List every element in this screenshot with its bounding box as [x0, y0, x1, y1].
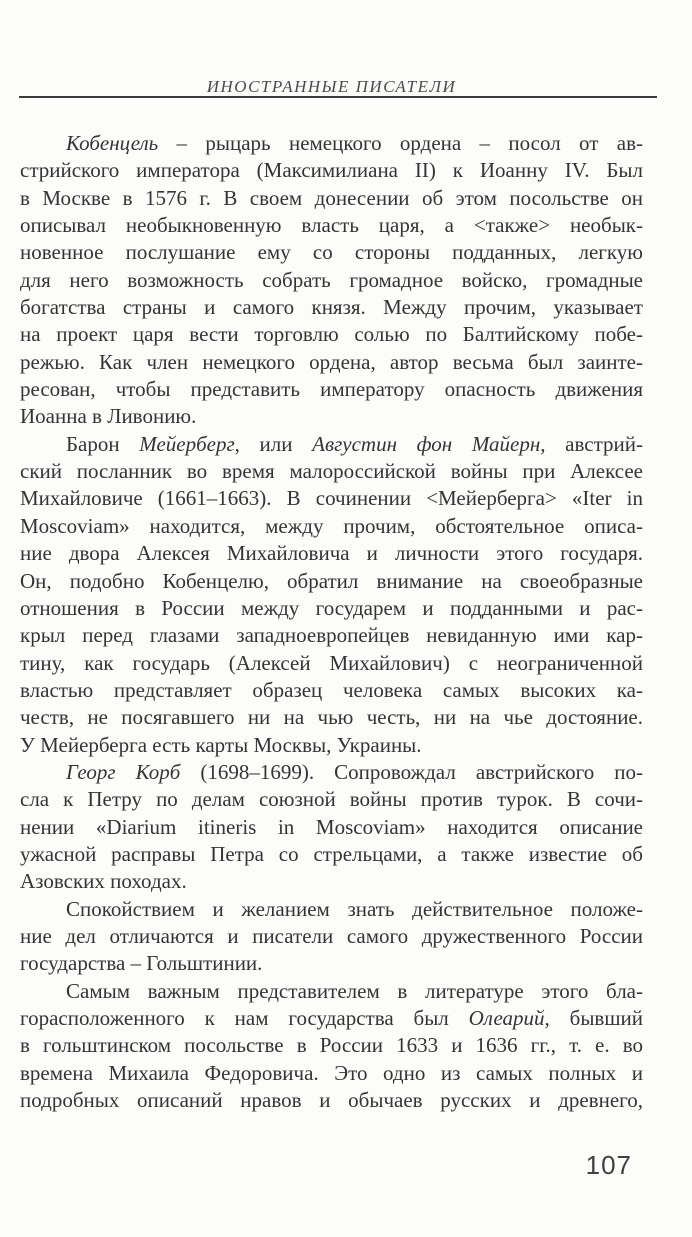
- text-line: [20, 978, 643, 1005]
- text-segment: ский посланник во время малороссийской войны при Алексее: [20, 459, 643, 484]
- text-line: [20, 185, 643, 212]
- text-line: [20, 622, 643, 649]
- text-segment: сла к Петру по делам союзной войны против турок. В сочи-: [20, 787, 643, 812]
- text-segment: подробных описаний нравов и обычаев русских и древнего,: [20, 1088, 643, 1113]
- text-segment: новенное послушание ему со стороны подданных, легкую: [20, 240, 643, 265]
- text-line: [20, 732, 643, 759]
- text-segment: – рыцарь немецкого ордена – посол от ав-: [158, 131, 643, 155]
- text-line: [20, 923, 643, 950]
- text-line: [20, 868, 643, 895]
- text-line: [20, 841, 643, 868]
- text-segment: Азовских походах.: [20, 869, 187, 894]
- text-line: [20, 1087, 643, 1114]
- text-segment: нении «Diarium itineris in Moscoviam» находится описание: [20, 814, 643, 839]
- text-line: [20, 239, 643, 266]
- text-segment: Спокойствием и желанием знать действительное положе-: [66, 896, 643, 921]
- text-segment: (1698–1699). Сопровождал австрийского по-: [180, 759, 643, 784]
- text-segment: , бывший: [544, 1006, 643, 1030]
- text-line: [20, 212, 643, 239]
- text-segment: в Москве в 1576 г. В своем донесении об этом посольстве он: [20, 185, 643, 210]
- text-line: [20, 157, 643, 184]
- text-line: [20, 349, 643, 376]
- text-segment: времена Михаила Федоровича. Это одно из самых полных и: [20, 1060, 643, 1085]
- text-segment: Moscoviam» находится, между прочим, обстоятельное описа-: [20, 513, 643, 538]
- text-segment: ужасной расправы Петра со стрельцами, а также известие об: [20, 841, 643, 866]
- text-line: [20, 403, 643, 430]
- text-segment: на проект царя вести торговлю солью по Балтийскому побе-: [20, 322, 643, 347]
- text-segment: крыл перед глазами западноевропейцев невиданную ими кар-: [20, 623, 643, 648]
- italic-text-segment: Кобенцель: [66, 131, 159, 155]
- text-segment: режью. Как член немецкого ордена, автор весьма был заинте-: [20, 349, 643, 374]
- header-rule-divider: [19, 96, 657, 98]
- text-segment: , или: [234, 431, 313, 456]
- text-segment: Михайловиче (1661–1663). В сочинении <Мейерберга> «Iter in: [20, 486, 643, 511]
- text-line: [20, 814, 643, 841]
- text-segment: ние двора Алексея Михайловича и личности этого государя.: [20, 541, 643, 566]
- text-segment: честв, не посягавшего ни на чью честь, ни на чье достояние.: [20, 705, 643, 730]
- text-segment: богатства страны и самого князя. Между прочим, указывает: [20, 295, 643, 320]
- text-segment: для него возможность собрать громадное войско, громадные: [20, 267, 643, 292]
- text-line: [20, 896, 643, 923]
- text-line: [20, 950, 643, 977]
- text-segment: горасположенного к нам государства был: [20, 1006, 469, 1030]
- text-segment: , австрий-: [540, 431, 643, 456]
- text-segment: У Мейерберга есть карты Москвы, Украины.: [20, 732, 422, 757]
- text-line: [20, 485, 643, 512]
- text-line: [20, 376, 643, 403]
- text-line: [20, 458, 643, 485]
- text-line: [20, 321, 643, 348]
- text-line: [20, 759, 643, 786]
- text-line: [20, 1005, 643, 1032]
- text-line: [20, 1032, 643, 1059]
- text-segment: Он, подобно Кобенцелю, обратил внимание на своеобразные: [20, 568, 643, 593]
- text-segment: государства – Гольштинии.: [20, 951, 263, 976]
- text-segment: Барон: [66, 431, 140, 456]
- running-head-title: ИНОСТРАННЫЕ ПИСАТЕЛИ: [206, 77, 457, 96]
- text-segment: властью представляет образец человека самых высоких ка-: [20, 677, 643, 702]
- text-line: [20, 540, 643, 567]
- italic-text-segment: Августин фон Майерн: [312, 431, 541, 456]
- text-line: [20, 704, 643, 731]
- text-line: [20, 431, 643, 458]
- text-segment: описывал необыкновенную власть царя, а <также> необык-: [20, 213, 643, 238]
- text-segment: Иоанна в Ливонию.: [20, 404, 197, 429]
- text-segment: ресован, чтобы представить императору опасность движения: [20, 377, 643, 402]
- text-line: [20, 568, 643, 595]
- text-segment: отношения в России между государем и подданными и рас-: [20, 595, 643, 620]
- text-segment: Самым важным представителем в литературе этого бла-: [66, 978, 643, 1003]
- body-text: [20, 130, 643, 1114]
- text-line: [20, 267, 643, 294]
- text-segment: ние дел отличаются и писатели самого дружественного России: [20, 923, 643, 948]
- italic-text-segment: Олеарий: [468, 1006, 545, 1030]
- text-segment: в гольштинском посольстве в России 1633 и 1636 гг., т. е. во: [20, 1033, 643, 1058]
- italic-text-segment: Мейерберг: [139, 431, 235, 456]
- page-number: 107: [585, 1150, 632, 1180]
- text-line: [20, 595, 643, 622]
- text-line: [20, 786, 643, 813]
- text-line: [20, 650, 643, 677]
- text-segment: тину, как государь (Алексей Михайлович) с неограниченной: [20, 650, 643, 675]
- italic-text-segment: Георг Корб: [66, 759, 181, 784]
- text-line: [20, 130, 643, 157]
- text-line: [20, 677, 643, 704]
- text-line: [20, 294, 643, 321]
- text-line: [20, 1060, 643, 1087]
- text-segment: стрийского императора (Максимилиана II) к Иоанну IV. Был: [20, 158, 643, 183]
- text-line: [20, 513, 643, 540]
